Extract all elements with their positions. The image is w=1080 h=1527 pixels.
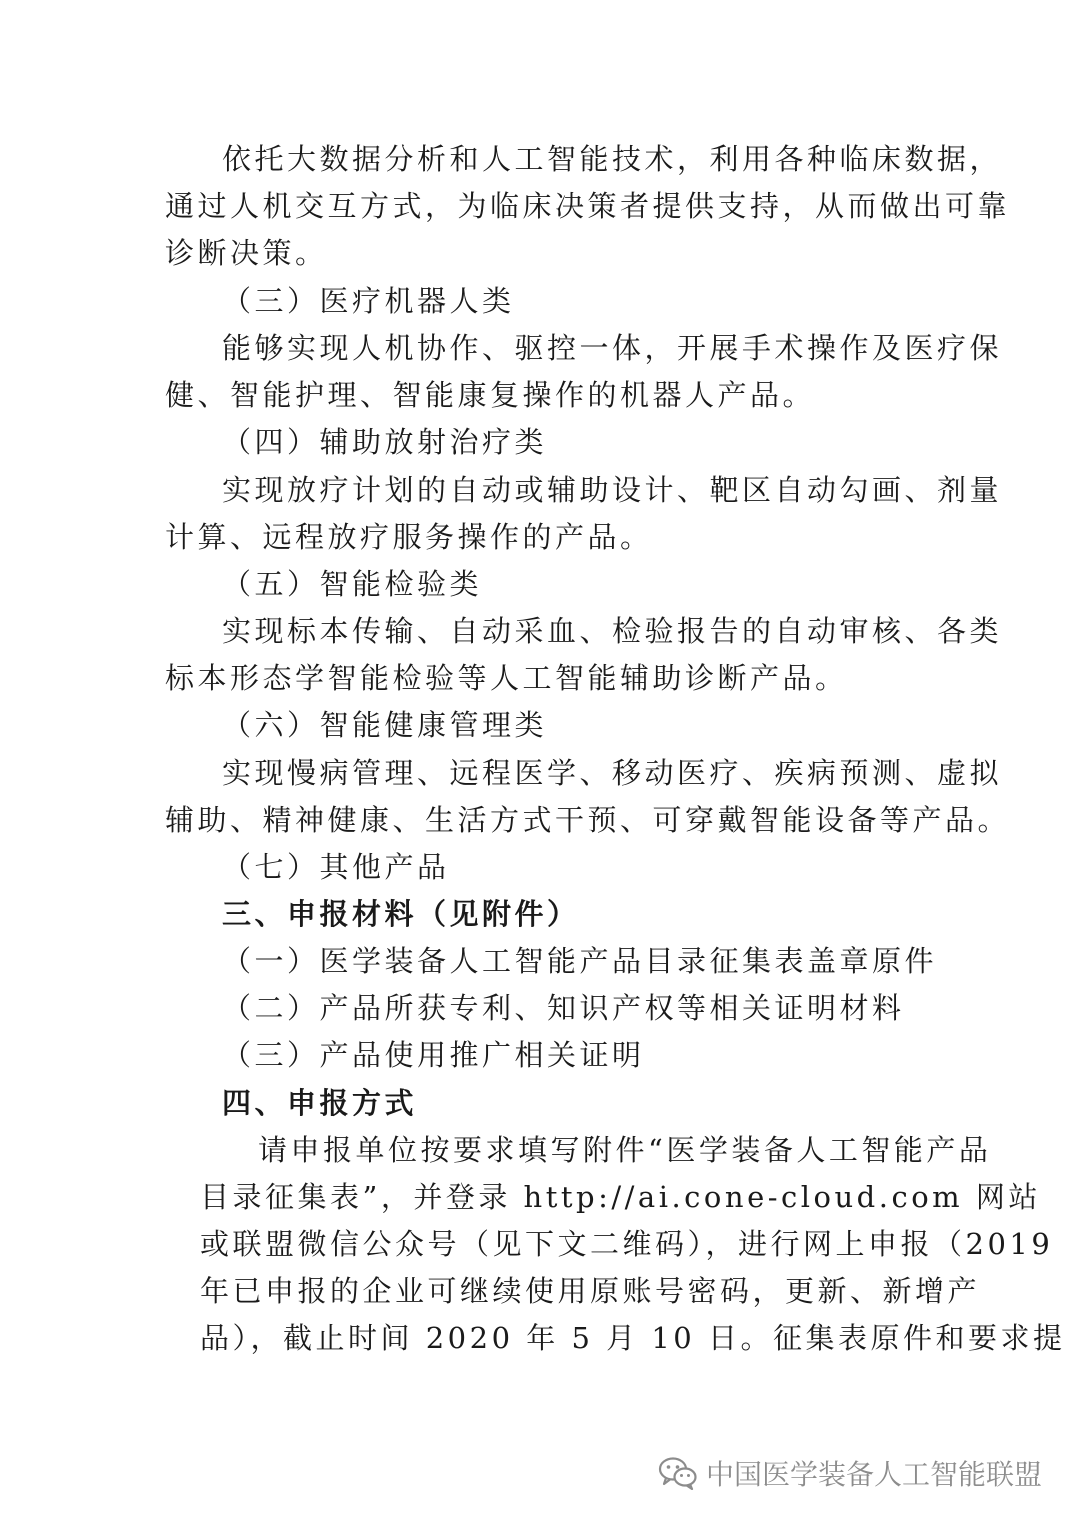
- list-item: （二）产品所获专利、知识产权等相关证明材料: [222, 991, 905, 1025]
- watermark-text: 中国医学装备人工智能联盟: [705, 1458, 1042, 1491]
- list-item: （三）产品使用推广相关证明: [222, 1038, 645, 1072]
- paragraph-line: 通过人机交互方式，为临床决策者提供支持，从而做出可靠: [165, 189, 1011, 223]
- paragraph-line: 依托大数据分析和人工智能技术，利用各种临床数据，: [222, 142, 1003, 176]
- paragraph-line: 实现标本传输、自动采血、检验报告的自动审核、各类: [222, 614, 1003, 648]
- paragraph-line: 辅助、精神健康、生活方式干预、可穿戴智能设备等产品。: [165, 803, 1011, 837]
- section-heading: （七）其他产品: [222, 850, 450, 884]
- list-item: （一）医学装备人工智能产品目录征集表盖章原件: [222, 944, 938, 978]
- paragraph-line: 健、智能护理、智能康复操作的机器人产品。: [165, 378, 816, 412]
- watermark: [658, 1453, 1042, 1493]
- paragraph-line: 标本形态学智能检验等人工智能辅助诊断产品。: [165, 661, 848, 695]
- paragraph-line: 或联盟微信公众号（见下文二维码），进行网上申报（2019: [200, 1227, 1054, 1261]
- section-heading: （六）智能健康管理类: [222, 708, 548, 742]
- paragraph-line: 请申报单位按要求填写附件“医学装备人工智能产品: [258, 1133, 992, 1167]
- paragraph-line: 目录征集表”，并登录 http://ai.cone-cloud.com 网站: [200, 1180, 1041, 1214]
- paragraph-line: 诊断决策。: [165, 236, 328, 270]
- section-heading: （四）辅助放射治疗类: [222, 425, 548, 459]
- wechat-icon: [658, 1456, 698, 1490]
- paragraph-line: 计算、远程放疗服务操作的产品。: [165, 520, 653, 554]
- paragraph-line: 品），截止时间 2020 年 5 月 10 日。征集表原件和要求提: [200, 1321, 1066, 1355]
- chapter-heading: 三、申报材料（见附件）: [222, 897, 580, 931]
- chapter-heading: 四、申报方式: [222, 1086, 418, 1120]
- section-heading: （三）医疗机器人类: [222, 284, 515, 318]
- paragraph-line: 能够实现人机协作、驱控一体，开展手术操作及医疗保: [222, 331, 1003, 365]
- paragraph-line: 年已申报的企业可继续使用原账号密码，更新、新增产: [200, 1274, 981, 1308]
- paragraph-line: 实现慢病管理、远程医学、移动医疗、疾病预测、虚拟: [222, 756, 1003, 790]
- section-heading: （五）智能检验类: [222, 567, 483, 601]
- paragraph-line: 实现放疗计划的自动或辅助设计、靶区自动勾画、剂量: [222, 473, 1003, 507]
